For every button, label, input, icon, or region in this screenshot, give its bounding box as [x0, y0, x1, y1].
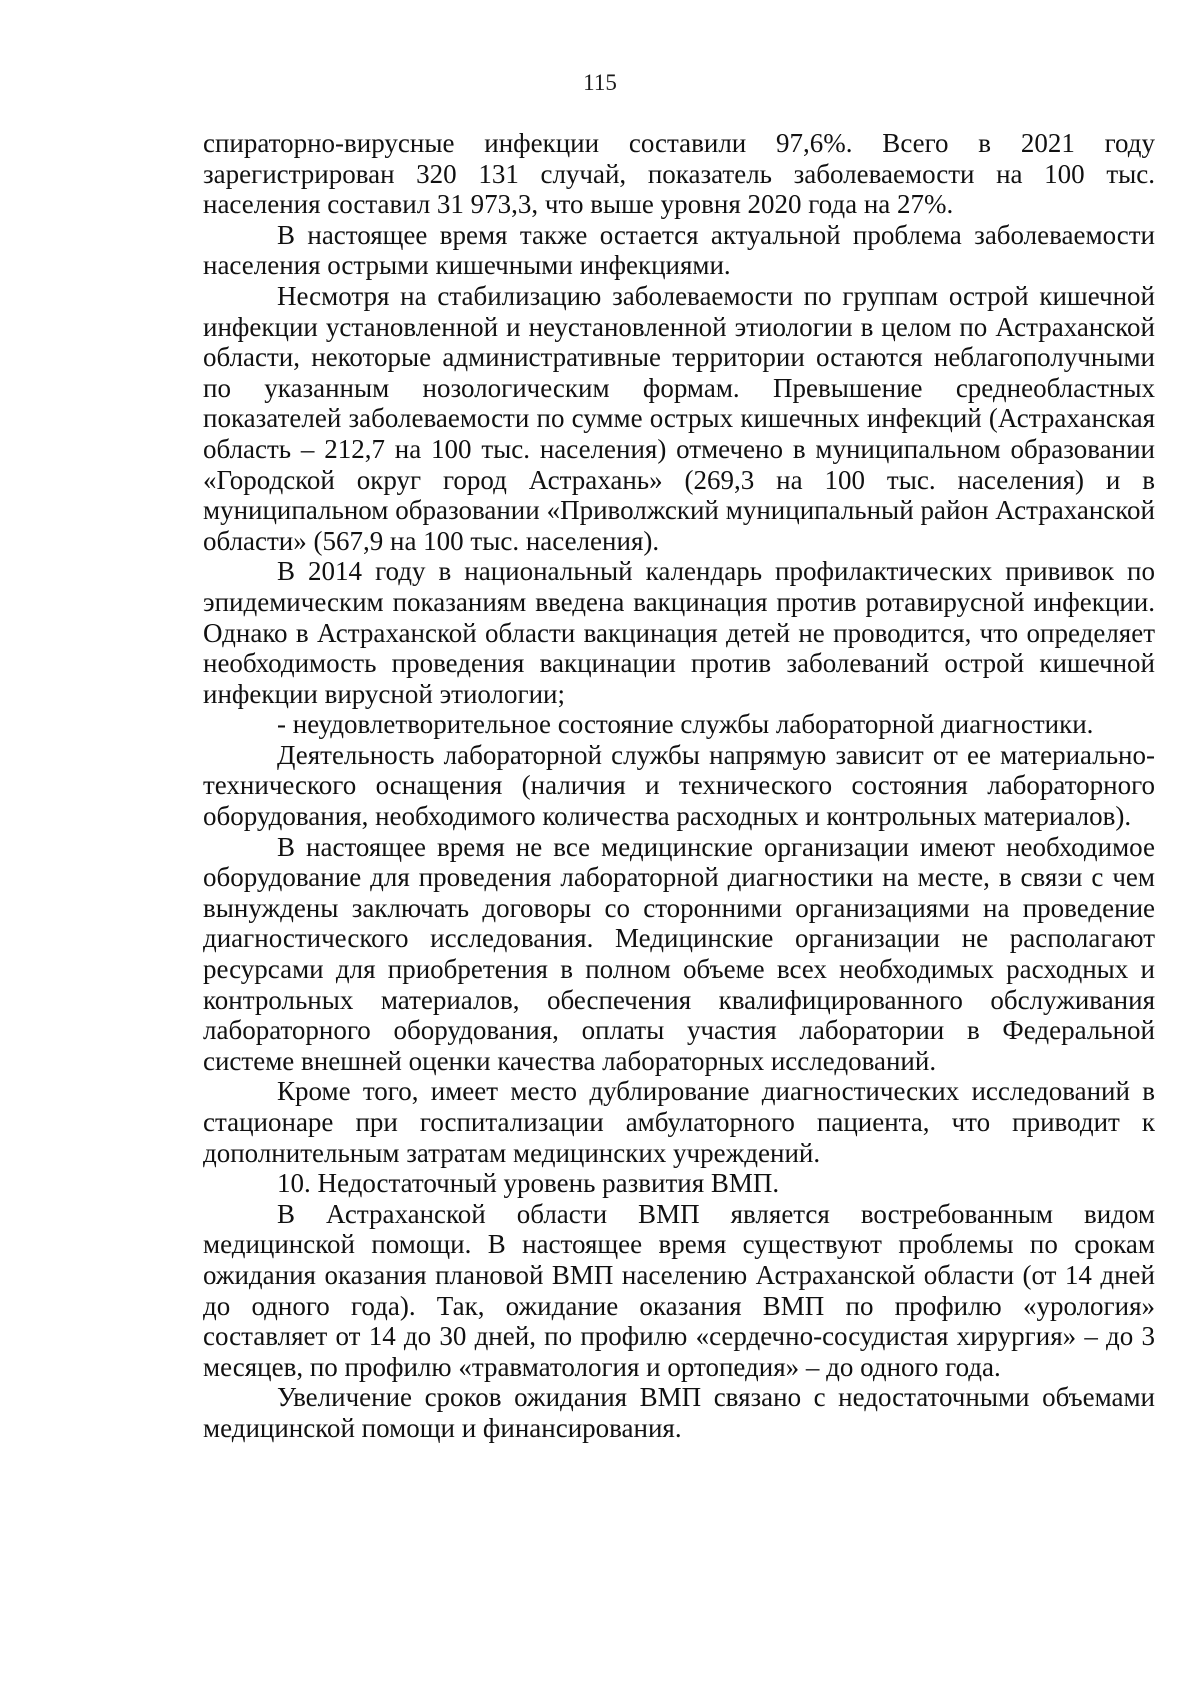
paragraph: спираторно-вирусные инфекции составили 97,6%. Всего в 2021 году зарегистрирован 320 131 случай, показатель заболеваемости на 100 тыс. населения составил 31 973,3, что выше уровня 2020 года на 27%. [203, 128, 1155, 220]
paragraph: Деятельность лабораторной службы напрямую зависит от ее материально-технического оснащения (наличия и технического состояния лабораторного оборудования, необходимого количества расходных и контрольных материалов). [203, 739, 1155, 832]
paragraph: Несмотря на стабилизацию заболеваемости по группам острой кишечной инфекции установленной и неустановленной этиологии в целом по Астраханской области, некоторые административные территории остаются неблагополучными по указанным нозологическим формам. Превышение среднеобластных показателей заболеваемости по сумме острых кишечных инфекций (Астраханская область – 212,7 на 100 тыс. населения) отмечено в муниципальном образовании «Городской округ город Астрахань» (269,3 на 100 тыс. населения) и в муниципальном образовании «Приволжский муниципальный район Астраханской области» (567,9 на 100 тыс. населения). [203, 280, 1155, 556]
body-text [203, 128, 1155, 1444]
list-item: - неудовлетворительное состояние службы лабораторной диагностики. [277, 709, 1094, 740]
paragraph: Кроме того, имеет место дублирование диагностических исследований в стационаре при госпитализации амбулаторного пациента, что приводит к дополнительным затратам медицинских учреждений. [203, 1076, 1155, 1168]
paragraph: В 2014 году в национальный календарь профилактических прививок по эпидемическим показаниям введена вакцинация против ротавирусной инфекции. Однако в Астраханской области вакцинация детей не проводится, что определяет необходимость проведения вакцинации против заболеваний острой кишечной инфекции вирусной этиологии; [203, 556, 1155, 709]
paragraph: В настоящее время также остается актуальной проблема заболеваемости населения острыми кишечными инфекциями. [203, 219, 1155, 281]
paragraph: Увеличение сроков ожидания ВМП связано с недостаточными объемами медицинской помощи и финансирования. [203, 1382, 1155, 1443]
paragraph: В настоящее время не все медицинские организации имеют необходимое оборудование для проведения лабораторной диагностики на месте, в связи с чем вынуждены заключать договоры со сторонними организациями на проведение диагностического исследования. Медицинские организации не располагают ресурсами для приобретения в полном объеме всех необходимых расходных и контрольных материалов, обеспечения квалифицированного обслуживания лабораторного оборудования, оплаты участия лаборатории в Федеральной системе внешней оценки качества лабораторных исследований. [203, 831, 1155, 1076]
section-heading: 10. Недостаточный уровень развития ВМП. [277, 1168, 780, 1199]
page-number: 115 [583, 70, 617, 95]
paragraph: В Астраханской области ВМП является востребованным видом медицинской помощи. В настоящее время существуют проблемы по срокам ожидания оказания плановой ВМП населению Астраханской области (от 14 дней до одного года). Так, ожидание оказания ВМП по профилю «урология» составляет от 14 до 30 дней, по профилю «сердечно-сосудистая хирургия» – до 3 месяцев, по профилю «травматология и ортопедия» – до одного года. [203, 1198, 1155, 1382]
